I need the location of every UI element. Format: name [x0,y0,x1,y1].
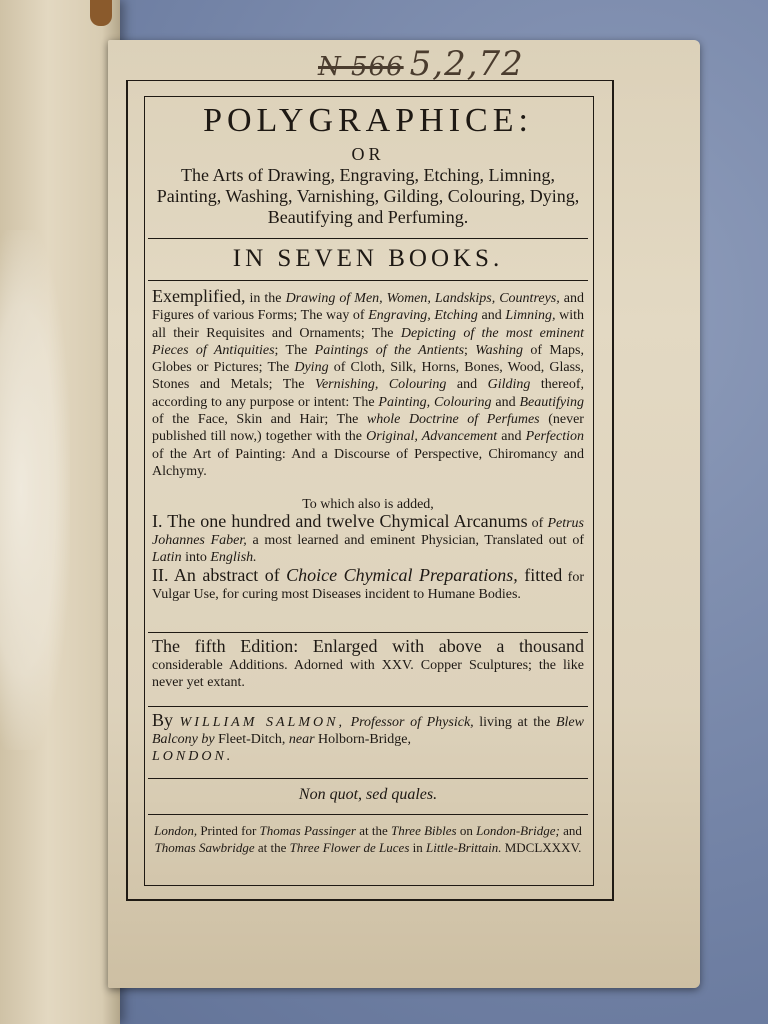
italic-run: Perfection [525,429,584,445]
text-run: Fleet-Ditch, [214,732,289,747]
italic-run: whole Doctrine of Perfumes [366,412,540,428]
text-run: at the [254,840,290,855]
also-added-line: To which also is added, [302,497,434,512]
text-run: a most learned and eminent Physician, Translated out of [246,533,584,548]
text-run: in [409,840,426,855]
rule-divider [148,280,588,281]
text-run: and [491,394,520,410]
italic-run: Blew Balcony by [152,715,584,747]
bookmark-ribbon [90,0,112,26]
author-name: WILLIAM SALMON, [179,715,345,730]
rule-divider [148,706,588,707]
italic-run: Painting, Colouring [378,394,492,410]
italic-run: Latin [152,550,182,565]
italic-run: Depicting of the most eminent Pieces of Antiquities [152,325,584,358]
italic-run: Limning, [505,308,556,324]
author-city: LONDON. [152,749,234,764]
text-run: and [497,429,526,445]
text-run: into [181,550,211,565]
rule-divider [148,814,588,815]
italic-run: Petrus Johannes Faber, [152,516,584,548]
imprint [152,822,584,856]
rule-divider [148,238,588,239]
text-run: and [446,377,488,393]
italic-run: London-Bridge; [476,823,560,838]
text-run: living at the [473,715,556,730]
text-run: of [527,516,548,531]
italic-run: Paintings of the Antients [314,342,465,358]
italic-run: English. [210,550,257,565]
text-run: and [477,308,506,324]
text-run: for Vulgar Use, for curing most Diseases incident to Humane Bodies. [152,570,584,602]
text-run: of the Art of Painting: And a Discourse of Perspective, Chiromancy and Alchymy. [152,446,584,479]
contents-paragraph [152,288,584,480]
exemplified-lead: Exemplified, [152,286,246,306]
edition-lead: The fifth Edition: Enlarged with above a thousand [152,636,584,656]
text-run: ; [464,342,476,358]
book-title: POLYGRAPHICE: [203,102,533,139]
italic-run: Thomas Passinger [259,823,356,838]
text-run: on [456,823,477,838]
item-one [152,513,584,566]
struck-shelfmark: N 566 [318,52,404,82]
text-run: ; The [274,342,315,358]
italic-run: Thomas Sawbridge [154,840,255,855]
text-run: of the Face, Skin and Hair; The [152,412,367,428]
text-run: (never published till now,) together with the [152,412,584,445]
text-run: and Figures of various Forms; The way of [152,291,585,324]
text-run: of Maps, Globes or Pictures; The [152,342,585,376]
author-statement [152,712,584,765]
text-run: with all their Requisites and Ornaments; The [152,308,585,341]
text-run: and [559,823,582,838]
italic-run: Choice Chymical Preparations, [286,565,518,585]
item-two [152,567,584,603]
text-run: Printed for [197,823,260,838]
italic-run: Beautifying [519,394,584,410]
italic-run: Little-Brittain. [426,840,502,855]
seven-books-heading: IN SEVEN BOOKS. [232,245,504,272]
italic-run: Engraving, Etching [368,308,478,324]
text-run: in the [245,291,286,306]
shelfmark-number: 5,2,72 [409,44,524,84]
edition-statement [152,638,584,691]
italic-run: Washing [475,342,524,358]
subtitle-arts: The Arts of Drawing, Engraving, Etching, Limning, Painting, Washing, Varnishing, Gilding, Colouring, Dying, Beautifying and Perfuming. [156,165,580,227]
italic-run: Vernishing, Colouring [314,377,447,393]
italic-run: Three Bibles [391,823,457,838]
item-one-lead: I. The one hundred and twelve Chymical Arcanums [152,511,528,531]
text-run: Holborn-Bridge, [314,732,411,747]
text-run: MDCLXXXV. [501,840,582,855]
text-run: By [152,710,180,730]
italic-run: Three Flower de Luces [289,840,410,855]
italic-run: Professor of Physick, [344,715,474,730]
text-run: of Cloth, Silk, Horns, Bones, Wood, Glass, Stones and Metals; The [152,360,584,393]
left-facing-page [0,0,120,1024]
italic-run: London, [154,823,198,838]
title-or: OR [351,144,385,164]
item-two-lead: II. An abstract of [152,565,287,585]
italic-run: Dying [294,360,329,376]
italic-run: Gilding [487,377,531,393]
italic-run: Original, Advancement [366,429,498,445]
latin-motto: Non quot, sed quales. [298,786,438,803]
rule-divider [148,778,588,779]
text-run: at the [355,823,391,838]
text-run: considerable Additions. Adorned with XXV. Copper Sculptures; the like never yet extant. [152,658,584,690]
rule-divider [148,632,588,633]
text-run: fitted [517,565,563,585]
page-stain [0,230,70,750]
text-run: thereof, according to any purpose or intent: The [152,377,584,410]
italic-run: near [288,732,315,747]
italic-run: Drawing of Men, Women, Landskips, Countreys, [285,291,560,306]
